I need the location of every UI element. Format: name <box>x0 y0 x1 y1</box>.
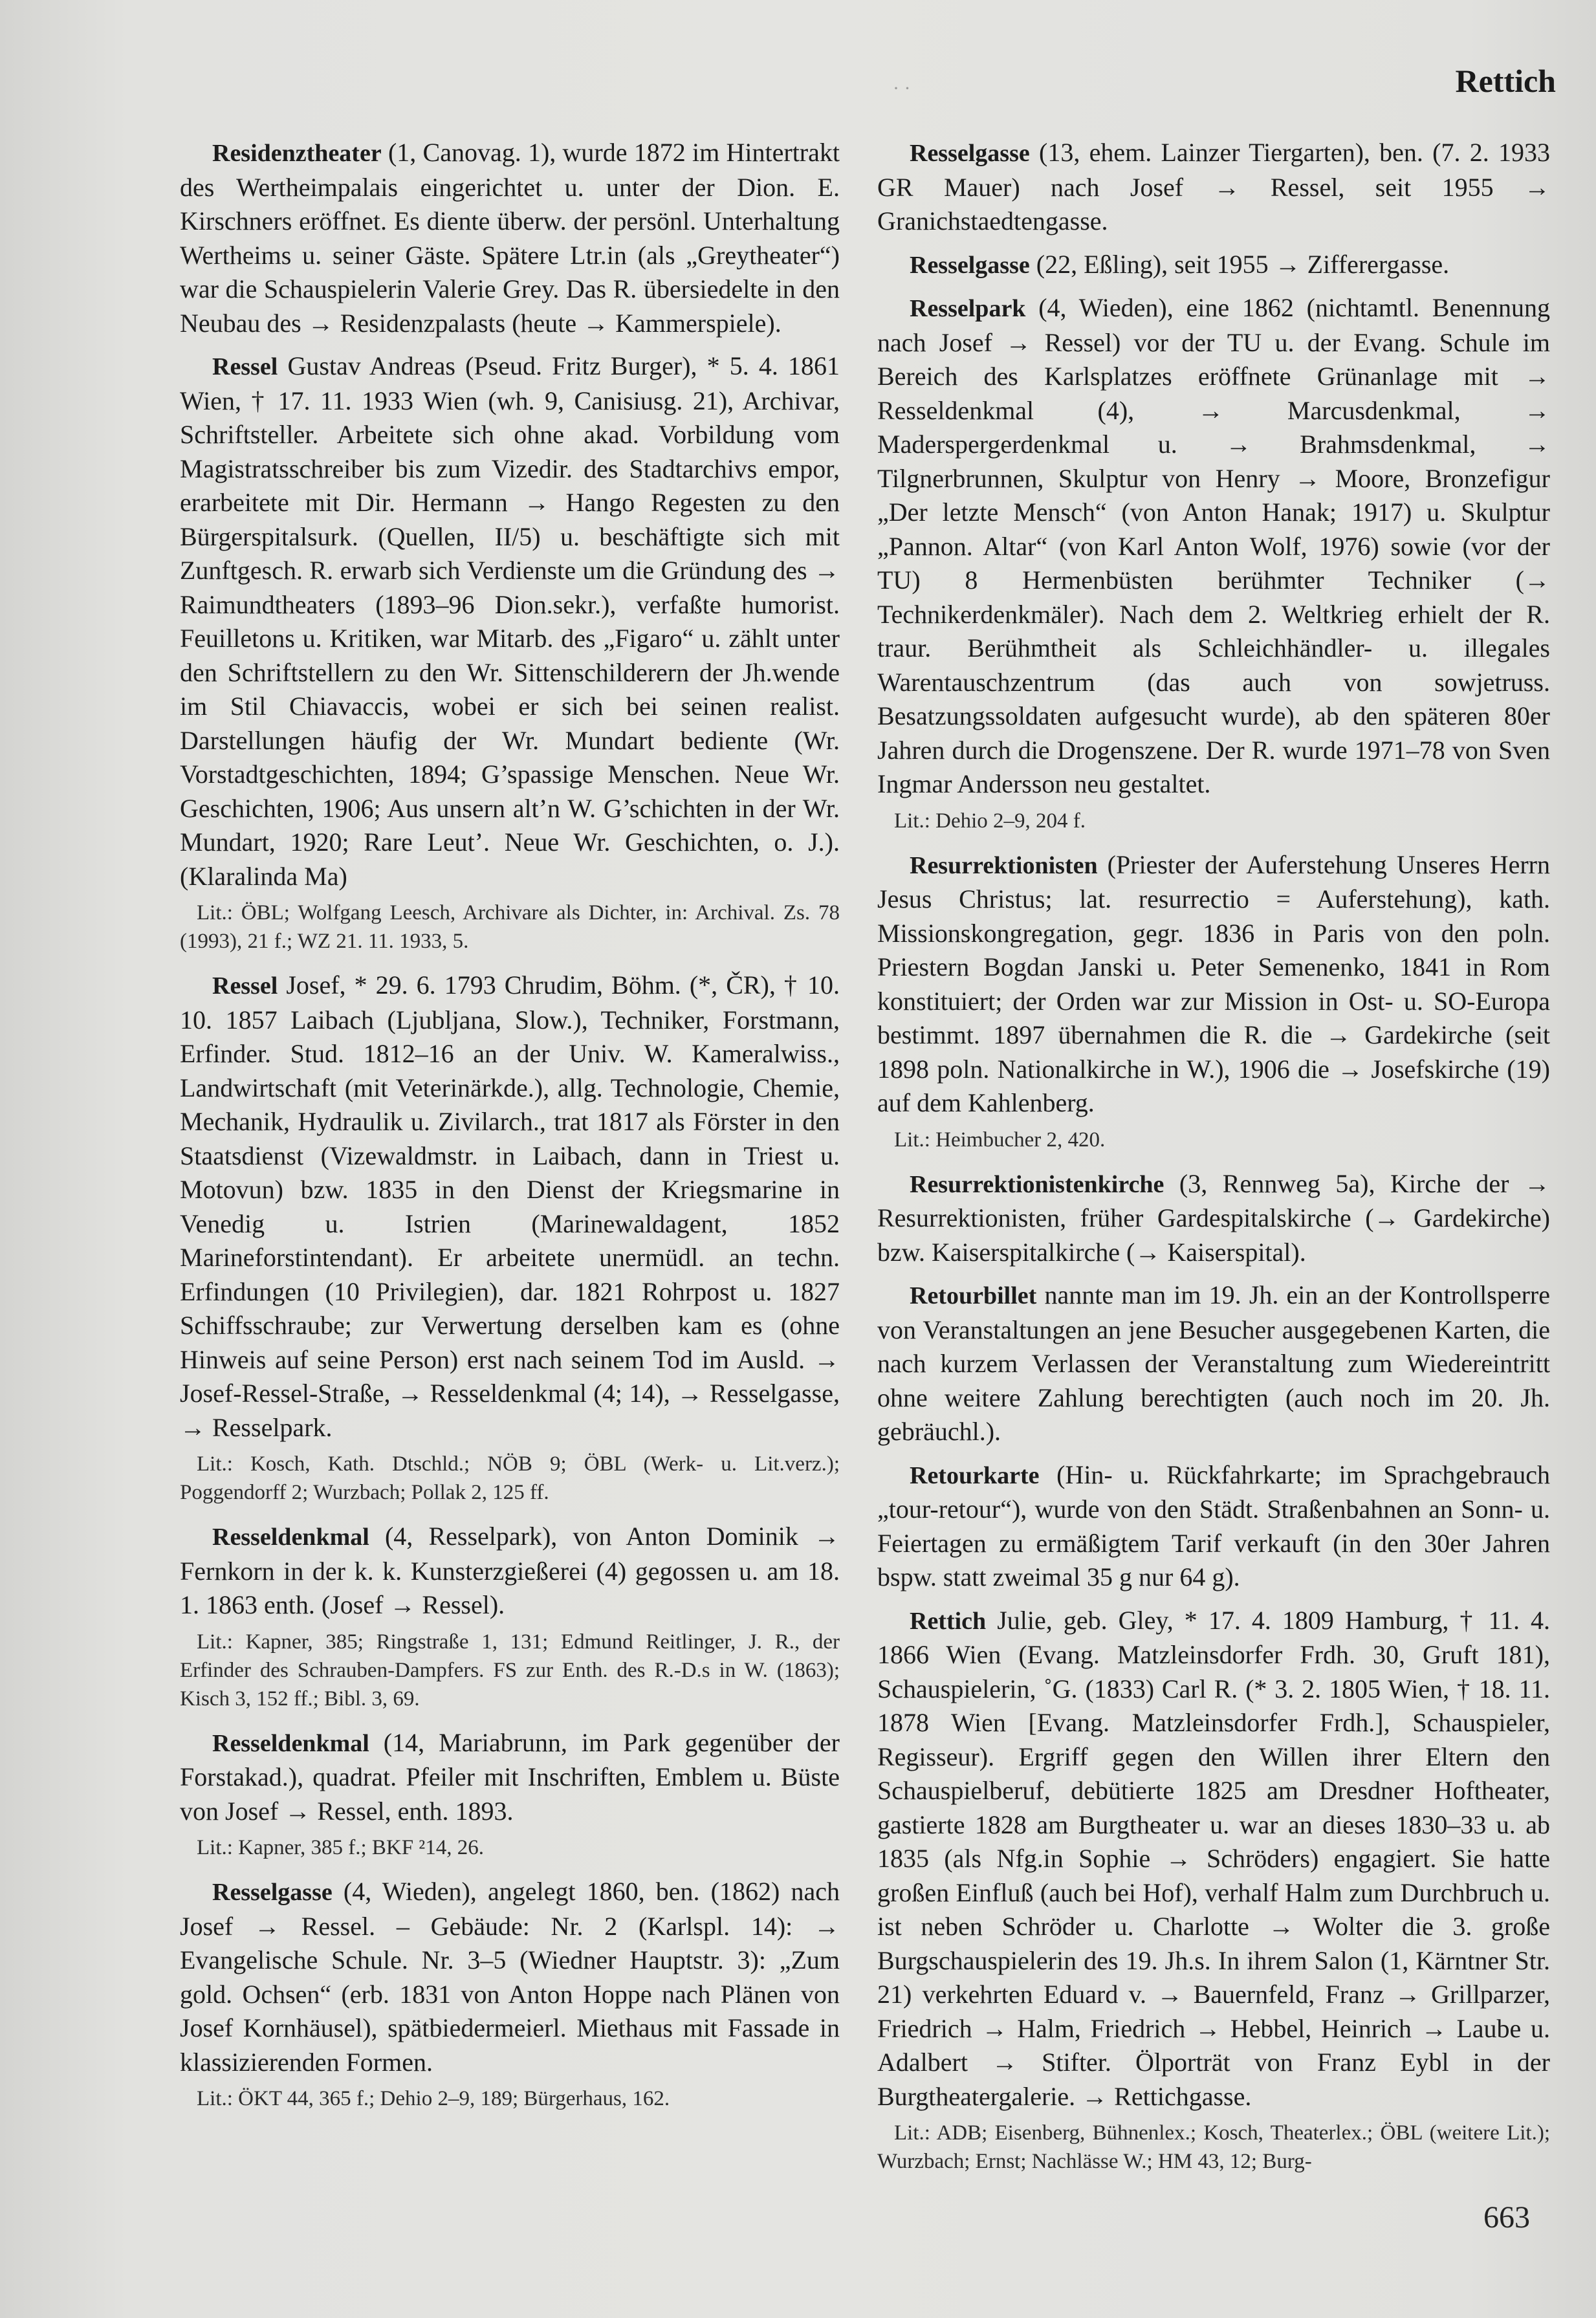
entry-text: (Hin- u. Rückfahrkarte; im Sprachgebrauch „tour-retour“), wurde von den Städt. Straßenbahnen an Sonn- u. Feiertagen zu ermäßigtem Tarif verkauft (in den 30er Jahren bspw. statt zweimal 35 g nur 64 g). <box>877 1460 1550 1591</box>
entry-text: Gustav Andreas (Pseud. Fritz Burger), * 5. 4. 1861 Wien, † 17. 11. 1933 Wien (wh. 9, Canisiusg. 21), Archivar, Schriftsteller. Arbeitete sich ohne akad. Vorbildung vom Magistratsschreiber bis zum Vizedir. des Stadtarchivs empor, erarbeitete mit Dir. Hermann → Hango Regesten zu den Bürgerspitalsurk. (Quellen, II/5) u. beschäftigte sich mit Zunftgesch. R. erwarb sich Verdienste um die Gründung des → Raimundtheaters (1893–96 Dion.sekr.), verfaßte humorist. Feuilletons u. Kritiken, war Mitarb. des „Figaro“ u. zählt unter den Schriftstellern zu den Wr. Sittenschilderern der Jh.wende im Stil Chiavaccis, wobei er sich bei seinen realist. Darstellungen häufig der Wr. Mundart bediente (Wr. Vorstadtgeschichten, 1894; G’spassige Menschen. Neue Wr. Geschichten, 1906; Aus unsern alt’n W. G’schichten in der Wr. Mundart, 1920; Rare Leut’. Neue Wr. Geschichten, o. J.). (Klaralinda Ma) <box>180 351 840 891</box>
entry-headword: Resseldenkmal <box>212 1524 369 1551</box>
lexicon-entry <box>180 1520 840 1623</box>
literature-reference: Lit.: ÖKT 44, 365 f.; Dehio 2–9, 189; Bürgerhaus, 162. <box>197 2087 670 2110</box>
lexicon-entry <box>180 968 840 1445</box>
lexicon-entry <box>180 349 840 893</box>
entry-headword: Resselgasse <box>910 251 1030 279</box>
literature-reference: Lit.: Kosch, Kath. Dtschld.; NÖB 9; ÖBL (Werk- u. Lit.verz.); Poggendorff 2; Wurzbach; Pollak 2, 125 ff. <box>180 1452 840 1504</box>
lexicon-entry <box>877 136 1550 239</box>
literature-reference: Lit.: ADB; Eisenberg, Bühnenlex.; Kosch, Theaterlex.; ÖBL (weitere Lit.); Wurzbach; Ernst; Nachlässe W.; HM 43, 12; Burg- <box>877 2121 1550 2173</box>
entry-text: (13, ehem. Lainzer Tiergarten), ben. (7. 2. 1933 GR Mauer) nach Josef → Ressel, seit 1955 → Granichstaedtengasse. <box>877 138 1550 235</box>
lexicon-entry <box>180 1726 840 1829</box>
entry-headword: Retourbillet <box>910 1282 1037 1309</box>
lexicon-entry <box>180 1875 840 2079</box>
literature-reference: Lit.: Heimbucher 2, 420. <box>894 1128 1106 1152</box>
header-dots: · · <box>893 78 911 99</box>
right-column <box>877 136 1550 2189</box>
entry-text: (22, Eßling), seit 1955 → Zifferergasse. <box>1029 249 1450 279</box>
entry-headword: Resselpark <box>910 295 1026 322</box>
lexicon-entry <box>877 291 1550 802</box>
entry-headword: Resurrektionisten <box>910 851 1098 879</box>
literature-reference: Lit.: Kapner, 385; Ringstraße 1, 131; Edmund Reitlinger, J. R., der Erfinder des Schrauben-Dampfers. FS zur Enth. des R.-D.s in W. (1863); Kisch 3, 152 ff.; Bibl. 3, 69. <box>180 1630 840 1711</box>
entry-headword: Resselgasse <box>212 1879 333 1906</box>
lexicon-entry <box>877 1167 1550 1270</box>
lexicon-entry <box>877 1458 1550 1595</box>
lexicon-entry <box>877 1278 1550 1449</box>
entry-headword: Ressel <box>212 972 278 1000</box>
entry-text: (1, Canovag. 1), wurde 1872 im Hintertrakt des Wertheimpalais eingerichtet u. unter der Dion. E. Kirschners eröffnet. Es diente überw. der persönl. Unterhaltung Wertheims u. seiner Gäste. Spätere Ltr.in (als „Greytheater“) war die Schauspielerin Valerie Grey. Das R. übersiedelte in den Neubau des → Residenzpalasts (heute → Kammerspiele). <box>180 138 840 338</box>
lexicon-entry <box>877 1604 1550 2114</box>
entry-text: (4, Wieden), angelegt 1860, ben. (1862) nach Josef → Ressel. – Gebäude: Nr. 2 (Karlspl. 14): → Evangelische Schule. Nr. 3–5 (Wiedner Hauptstr. 3): „Zum gold. Ochsen“ (erb. 1831 von Anton Hoppe nach Plänen von Josef Kornhäusel), spätbiedermeierl. Miethaus mit Fassade in klassizierenden Formen. <box>180 1877 840 2077</box>
literature-reference: Lit.: ÖBL; Wolfgang Leesch, Archivare als Dichter, in: Archival. Zs. 78 (1993), 21 f.; WZ 21. 11. 1933, 5. <box>180 901 840 953</box>
lexicon-entry <box>180 136 840 340</box>
entry-text: nannte man im 19. Jh. ein an der Kontrollsperre von Veranstaltungen an jene Besucher ausgegebenen Karten, die nach kurzem Verlassen der Veranstaltung zum Wiedereintritt ohne weitere Zahlung berechtigten (auch noch im 20. Jh. gebräuchl.). <box>877 1280 1550 1446</box>
literature-reference: Lit.: Dehio 2–9, 204 f. <box>894 809 1086 833</box>
entry-headword: Residenztheater <box>212 140 382 167</box>
entry-text: (Priester der Auferstehung Unseres Herrn Jesus Christus; lat. resurrectio = Auferstehung), kath. Missionskongregation, gegr. 1836 in Paris von den poln. Priestern Bogdan Janski u. Peter Semenenko, 1841 in Rom konstituiert; der Orden war zur Mission in Ost- u. SO-Europa bestimmt. 1897 übernahmen die R. die → Gardekirche (seit 1898 poln. Nationalkirche in W.), 1906 die → Josefskirche (19) auf dem Kahlenberg. <box>877 849 1550 1117</box>
entry-headword: Retourkarte <box>910 1461 1040 1489</box>
entry-headword: Resurrektionistenkirche <box>910 1170 1164 1198</box>
entry-text: (14, Mariabrunn, im Park gegenüber der Forstakad.), quadrat. Pfeiler mit Inschriften, Emblem u. Büste von Josef → Ressel, enth. 1893. <box>180 1727 840 1826</box>
entry-text: Josef, * 29. 6. 1793 Chrudim, Böhm. (*, ČR), † 10. 10. 1857 Laibach (Ljubljana, Slow.), Techniker, Forstmann, Erfinder. Stud. 1812–16 an der Univ. W. Kameralwiss., Landwirtschaft (mit Veterinärkde.), allg. Technologie, Chemie, Mechanik, Hydraulik u. Zivilarch., trat 1817 als Förster in den Staatsdienst (Vizewaldmstr. in Laibach, dann in Triest u. Motovun) bzw. 1835 in den Dienst der Kriegsmarine in Venedig u. Istrien (Marinewaldagent, 1852 Marineforstintendant). Er arbeitete unermüdl. an techn. Erfindungen (10 Privilegien), dar. 1821 Rohrpost u. 1827 Schiffsschraube; zur Verwertung derselben kam es (ohne Hinweis auf seine Person) erst nach seinem Tod im Ausld. → Josef-Ressel-Straße, → Resseldenkmal (4; 14), → Resselgasse, → Resselpark. <box>180 970 840 1442</box>
lexicon-entry <box>877 248 1550 283</box>
literature-reference: Lit.: Kapner, 385 f.; BKF ²14, 26. <box>197 1836 484 1859</box>
entry-text: (4, Resselpark), von Anton Dominik → Fernkorn in der k. k. Kunsterzgießerei (4) gegossen u. am 18. 1. 1863 enth. (Josef → Ressel). <box>180 1522 840 1619</box>
left-column <box>180 136 840 2126</box>
entry-text: Julie, geb. Gley, * 17. 4. 1809 Hamburg, † 11. 4. 1866 Wien (Evang. Matzleinsdorfer Frdh. 30, Gruft 181), Schauspielerin, ˚G. (1833) Carl R. (* 3. 2. 1805 Wien, † 18. 11. 1878 Wien [Evang. Matzleinsdorfer Frdh.], Schauspieler, Regisseur). Ergriff gegen den Willen ihrer Eltern den Schauspielberuf, debütierte 1825 am Dresdner Hoftheater, gastierte 1828 am Burgtheater u. war an dieses 1830–33 u. ab 1835 (als Nfg.in Sophie → Schröders) engagiert. Sie hatte großen Einfluß (auch bei Hof), verhalf Halm zum Durchbruch u. ist neben Schröder u. Charlotte → Wolter die 3. große Burgschauspielerin des 19. Jh.s. In ihrem Salon (1, Kärntner Str. 21) verkehrten Eduard v. → Bauernfeld, Franz → Grillparzer, Friedrich → Halm, Friedrich → Hebbel, Heinrich → Laube u. Adalbert → Stifter. Ölporträt von Franz Eybl in der Burgtheatergalerie. → Rettichgasse. <box>877 1605 1550 2111</box>
entry-text: (4, Wieden), eine 1862 (nichtamtl. Benennung nach Josef → Ressel) vor der TU u. der Evang. Schule im Bereich des Karlsplatzes eröffnete Grünanlage mit → Resseldenkmal (4), → Marcusdenkmal, → Maderspergerdenkmal u. → Brahmsdenkmal, → Tilgnerbrunnen, Skulptur von Henry → Moore, Bronzefigur „Der letzte Mensch“ (von Anton Hanak; 1917) u. Skulptur „Pannon. Altar“ (von Karl Anton Wolf, 1976) sowie (vor der TU) 8 Hermenbüsten berühmter Techniker (→ Technikerdenkmäler). Nach dem 2. Weltkrieg erhielt der R. traur. Berühmtheit als Schleichhändler- u. illegales Warentauschzentrum (das auch von sowjetruss. Besatzungssoldaten aufgesucht wurde), ab den späteren 80er Jahren durch die Drogenszene. Der R. wurde 1971–78 von Sven Ingmar Andersson neu gestaltet. <box>877 293 1550 798</box>
lexicon-entry <box>877 848 1550 1121</box>
entry-headword: Rettich <box>910 1607 987 1635</box>
entry-headword: Ressel <box>212 353 278 380</box>
entry-text: (3, Rennweg 5a), Kirche der → Resurrektionisten, früher Gardespitalskirche (→ Gardekirche) bzw. Kaiserspitalkirche (→ Kaiserspital). <box>877 1168 1550 1267</box>
entry-headword: Resseldenkmal <box>212 1729 369 1757</box>
page-number: 663 <box>1483 2200 1530 2235</box>
entry-headword: Resselgasse <box>910 140 1030 167</box>
running-head: Rettich <box>1455 63 1556 99</box>
